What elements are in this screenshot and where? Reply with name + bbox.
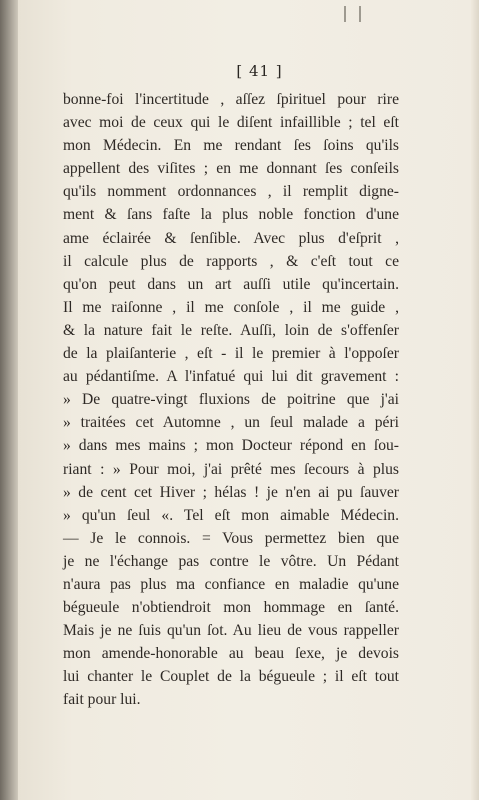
- text-line: mon amende-honorable au beau ſexe, je devois: [63, 645, 399, 663]
- text-line: il calcule plus de rapports , & c'eſt tout ce: [63, 252, 399, 270]
- text-line: fait pour lui.: [63, 691, 141, 709]
- text-line: Il me raiſonne , il me conſole , il me guide ,: [63, 298, 399, 316]
- book-page: [18, 0, 479, 800]
- body-text: [63, 88, 399, 712]
- text-line: » qu'un ſeul «. Tel eſt mon aimable Médecin.: [63, 506, 399, 524]
- text-line: au pédantiſme. A l'infatué qui lui dit gravement :: [63, 368, 399, 386]
- page-edge: [471, 0, 479, 800]
- book-spine-shadow: [0, 0, 20, 800]
- text-line: je ne l'échange pas contre le vôtre. Un Pédant: [63, 552, 399, 570]
- text-line: & la nature fait le reſte. Auſſi, loin de s'offenſer: [63, 321, 399, 339]
- text-line: n'aura pas plus ma confiance en maladie qu'une: [63, 575, 399, 593]
- text-line: » dans mes mains ; mon Docteur répond en ſou-: [63, 437, 399, 455]
- text-line: ame éclairée & ſenſible. Avec plus d'eſprit ,: [63, 229, 399, 247]
- text-line: » traitées cet Automne , un ſeul malade a péri: [63, 414, 399, 432]
- page-number: [ 41 ]: [236, 62, 283, 80]
- text-line: bégueule n'obtiendroit mon hommage en ſanté.: [63, 599, 399, 617]
- text-line: ment & ſans faſte la plus noble fonction d'une: [63, 206, 399, 224]
- text-line: » de cent cet Hiver ; hélas ! je n'en ai pu ſauver: [63, 483, 399, 501]
- text-line: — Je le connois. = Vous permettez bien que: [63, 529, 399, 547]
- text-line: qu'on peut dans un art auſſi utile qu'incertain.: [63, 275, 399, 293]
- bleed-mark: [344, 6, 346, 22]
- text-line: avec moi de ceux qui le diſent infaillible ; tel eſt: [63, 114, 399, 132]
- text-line: bonne-foi l'incertitude , aſſez ſpirituel pour rire: [63, 91, 399, 108]
- text-line: lui chanter le Couplet de la bégueule ; il eſt tout: [63, 668, 399, 686]
- page-header: [18, 62, 479, 81]
- text-line: Mais je ne ſuis qu'un ſot. Au lieu de vous rappeller: [63, 622, 399, 640]
- text-line: riant : » Pour moi, j'ai prêté mes ſecours à plus: [63, 460, 399, 478]
- bleed-mark: [359, 6, 361, 22]
- text-line: mon Médecin. En me rendant ſes ſoins qu'ils: [63, 137, 399, 155]
- text-line: qu'ils nomment ordonnances , il remplit digne-: [63, 183, 399, 201]
- text-line: appellent des viſites ; en me donnant ſes conſeils: [63, 160, 399, 178]
- text-line: » De quatre-vingt fluxions de poitrine que j'ai: [63, 391, 399, 409]
- text-line: de la plaiſanterie , eſt - il le premier à l'oppoſer: [63, 345, 399, 363]
